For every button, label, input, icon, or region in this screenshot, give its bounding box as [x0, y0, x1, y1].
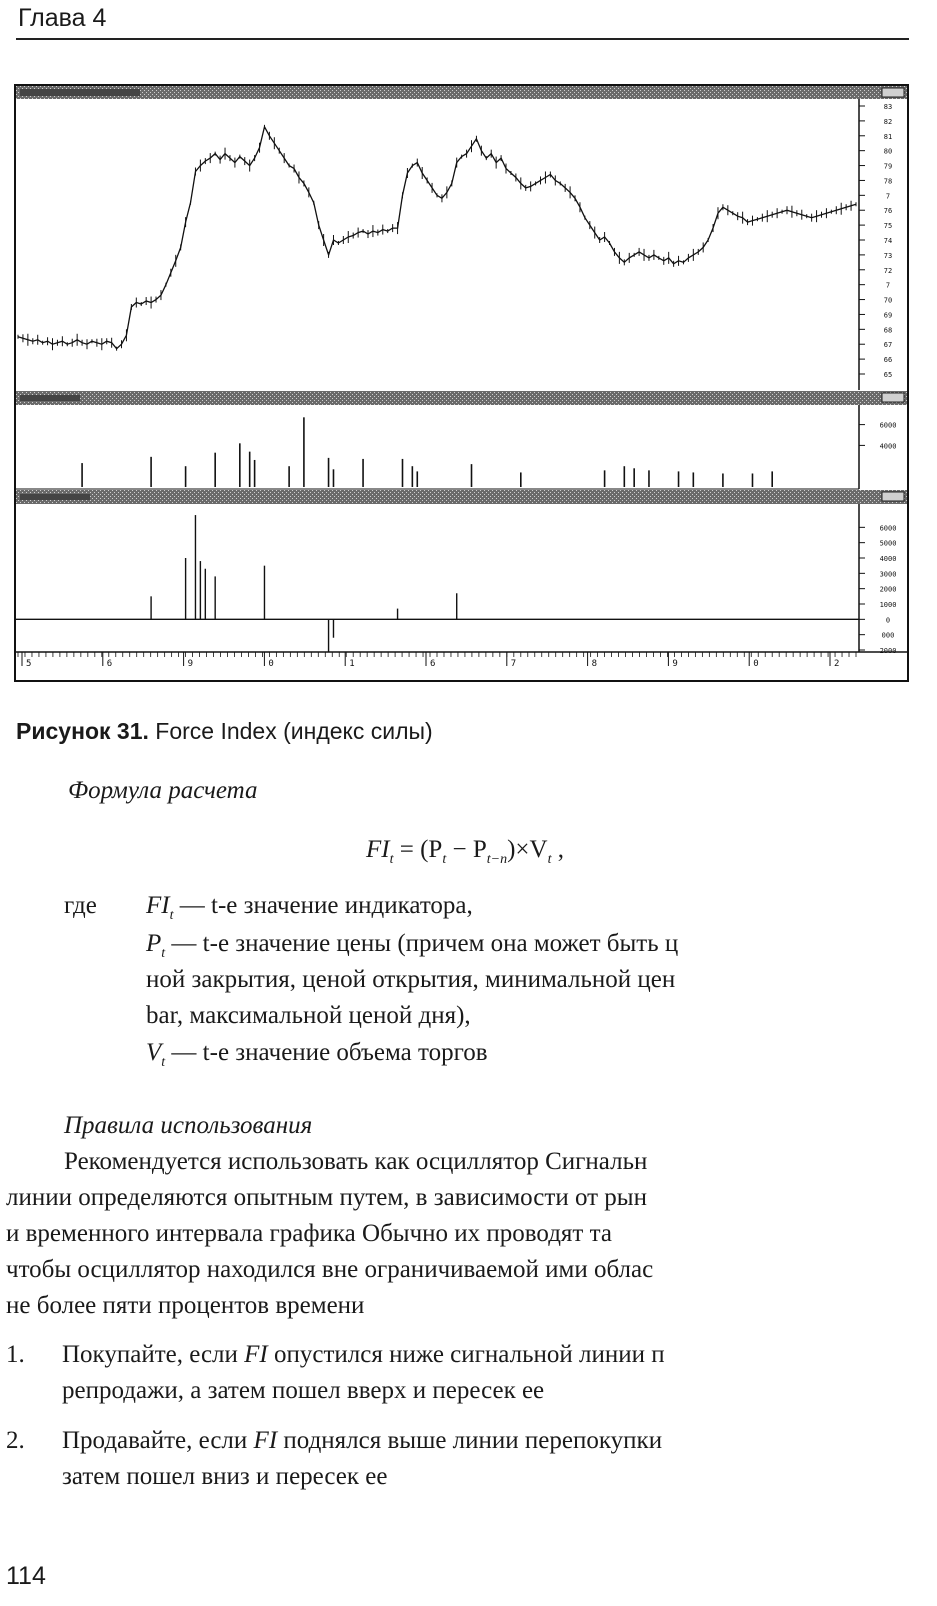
volume-pane-titlebar-label — [20, 395, 80, 401]
price-tick-label: 78 — [883, 177, 893, 186]
rule-2-line-1: Продавайте, если FI поднялся выше линии перепокупки — [62, 1427, 663, 1454]
price-tick-label: 74 — [883, 237, 893, 245]
price-tick-label: 79 — [883, 162, 893, 171]
force-tick-label: 000 — [881, 631, 895, 640]
caption-text: Force Index (индекс силы) — [148, 718, 433, 744]
rule-1-line-1: Покупайте, если FI опустился ниже сигнальной линии п — [62, 1341, 665, 1368]
price-tick-label: 66 — [883, 356, 893, 365]
definition-v: $V_t$ — t-е значение объема торгов — [146, 1039, 488, 1070]
definition-fi: $FI_t$ — t-е значение индикатора, — [146, 892, 473, 923]
rule-2-line-2: затем пошел вниз и пересек ее — [62, 1463, 388, 1490]
rules-heading: Правила использования — [64, 1112, 313, 1139]
force-tick-label: 3000 — [879, 570, 897, 579]
force-tick-label: 2000 — [879, 647, 897, 655]
price-tick-label: 72 — [883, 266, 893, 275]
price-tick-label: 7 — [885, 192, 891, 201]
header-rule — [16, 38, 909, 40]
date-tick-label: 6 — [106, 659, 113, 669]
definition-p-line2: ной закрытия, ценой открытия, минимальной цен — [146, 966, 676, 993]
price-tick-label: 80 — [883, 147, 893, 156]
rules-para-line-4: чтобы осциллятор находился вне ограничиваемой ими облас — [6, 1256, 654, 1283]
price-tick-label: 73 — [883, 251, 893, 260]
date-tick-label: 0 — [753, 659, 759, 669]
date-tick-label: 9 — [187, 659, 194, 669]
formula: $FI_t = (P_t - P_{t-n})\times V_t$ , — [366, 836, 564, 867]
definition-p: $P_t$ — t-е значение цены (причем она может быть ц — [146, 930, 679, 961]
caption-label: Рисунок 31. — [16, 718, 149, 744]
price-tick-label: 69 — [883, 311, 893, 320]
date-tick-label: 9 — [672, 659, 678, 669]
price-pane-window-buttons — [882, 88, 904, 97]
rule-1-line-2: репродажи, а затем пошел вверх и пересек ее — [62, 1377, 545, 1404]
date-tick-label: 7 — [510, 659, 517, 669]
price-pane-titlebar — [16, 86, 907, 99]
rules-para-line-2: линии определяются опытным путем, в зависимости от рын — [6, 1184, 647, 1211]
date-tick-label: 2 — [834, 659, 840, 669]
rules-para-line-3: и временного интервала графика Обычно их проводят та — [6, 1220, 612, 1247]
date-tick-label: 5 — [26, 659, 32, 669]
running-header: Глава 4 — [18, 4, 107, 32]
force-tick-label: 1000 — [879, 601, 897, 609]
price-tick-label: 82 — [883, 117, 893, 126]
figure-force-index — [14, 84, 909, 682]
rule-2-number: 2. — [6, 1427, 25, 1454]
volume-pane-window-buttons — [882, 393, 904, 402]
force-tick-label: 0 — [885, 616, 891, 625]
volume-tick-label: 6000 — [879, 421, 897, 430]
rules-para-line-5: не более пяти процентов времени — [6, 1292, 365, 1319]
price-tick-label: 65 — [883, 371, 893, 379]
price-tick-label: 70 — [883, 296, 893, 305]
price-tick-label: 76 — [883, 207, 893, 216]
price-tick-label: 68 — [883, 326, 893, 335]
date-tick-label: 6 — [430, 659, 436, 669]
where-label: где — [64, 892, 97, 919]
force-tick-label: 6000 — [879, 524, 897, 533]
page-number: 114 — [6, 1562, 46, 1590]
force-tick-label: 4000 — [879, 555, 897, 563]
figure-caption — [16, 718, 433, 745]
volume-tick-label: 4000 — [879, 442, 897, 451]
definition-p-line3: bar, максимальной ценой дня), — [146, 1002, 471, 1029]
price-tick-label: 81 — [883, 132, 893, 141]
price-pane-titlebar-label — [20, 89, 140, 96]
date-tick-label: 1 — [349, 659, 355, 669]
force-pane-titlebar — [16, 490, 907, 504]
force-pane-titlebar-label — [20, 494, 90, 500]
force-tick-label: 2000 — [879, 585, 897, 594]
force-pane-window-buttons — [882, 492, 904, 501]
force-tick-label: 5000 — [879, 539, 897, 548]
price-tick-label: 7 — [885, 281, 891, 290]
price-tick-label: 83 — [883, 103, 893, 111]
date-tick-label: 0 — [268, 659, 274, 669]
volume-pane-titlebar — [16, 391, 907, 405]
price-tick-label: 67 — [883, 341, 893, 350]
formula-heading: Формула расчета — [68, 777, 258, 804]
rules-para-line-1: Рекомендуется использовать как осциллятор Сигнальн — [64, 1148, 648, 1175]
rule-1-number: 1. — [6, 1341, 25, 1368]
price-tick-label: 75 — [883, 222, 893, 231]
date-tick-label: 8 — [591, 659, 598, 669]
